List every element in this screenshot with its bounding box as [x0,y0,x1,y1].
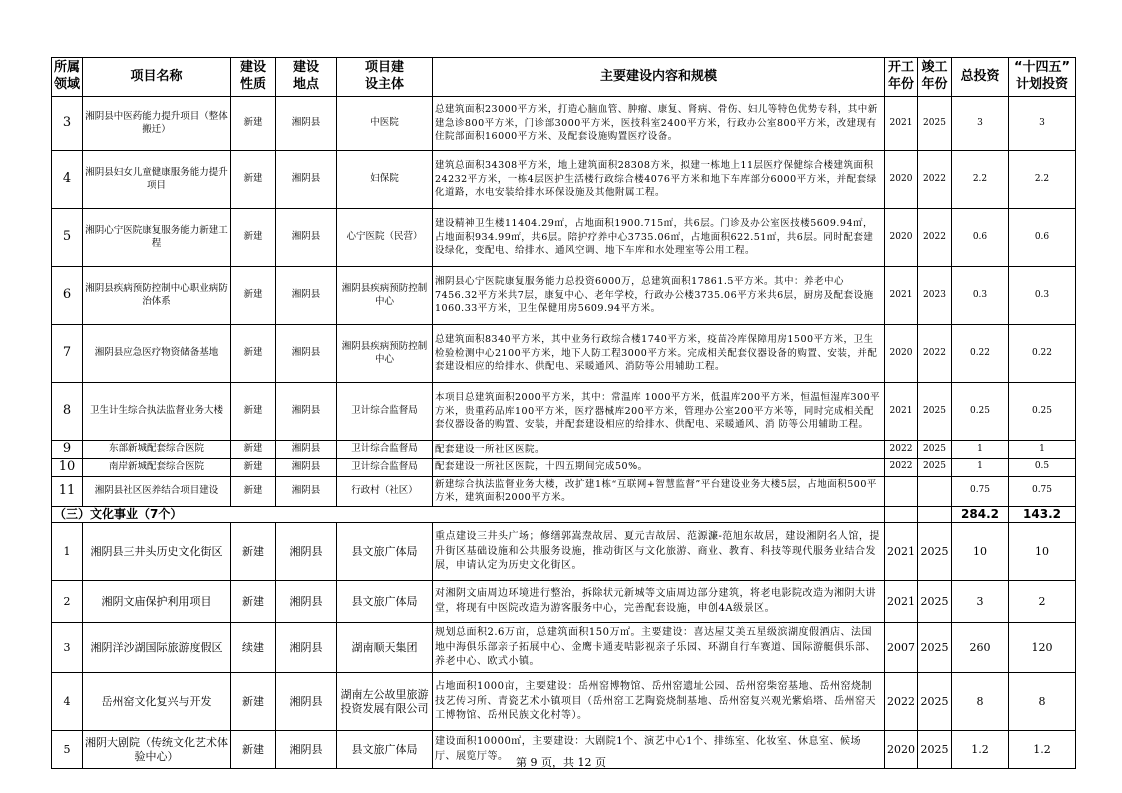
row-total: 0.75 [952,476,1009,506]
row-start: 2021 [885,523,918,581]
row-plan: 0.5 [1009,458,1076,476]
row-owner: 中医院 [337,97,433,151]
row-name: 湘阴心宁医院康复服务能力新建工程 [83,209,231,267]
row-start [885,476,918,506]
row-no: 6 [52,267,83,325]
row-end: 2025 [918,523,952,581]
row-end: 2025 [918,383,952,441]
row-total: 2.2 [952,151,1009,209]
row-owner: 心宁医院（民营） [337,209,433,267]
row-name: 南岸新城配套综合医院 [83,458,231,476]
table-row [52,458,1076,476]
row-location: 湘阴县 [276,209,337,267]
row-name: 湘阴县疾病预防控制中心职业病防治体系 [83,267,231,325]
row-content: 配套建设一所社区医院，十四五期间完成50%。 [433,458,885,476]
table-row [52,581,1076,623]
row-owner: 湘阴县疾病预防控制中心 [337,267,433,325]
row-start: 2022 [885,673,918,731]
row-no: 4 [52,673,83,731]
row-total: 3 [952,581,1009,623]
header-name: 项目名称 [83,58,231,97]
row-nature: 新建 [231,731,276,769]
row-location: 湘阴县 [276,581,337,623]
row-end: 2022 [918,325,952,383]
row-owner: 卫计综合监督局 [337,383,433,441]
row-owner: 县文旅广体局 [337,581,433,623]
row-end: 2025 [918,97,952,151]
row-end: 2025 [918,441,952,459]
row-location: 湘阴县 [276,151,337,209]
row-location: 湘阴县 [276,458,337,476]
row-start: 2007 [885,623,918,673]
header-end: 竣工 年份 [918,58,952,97]
row-content: 规划总面积2.6万亩，总建筑面积150万㎡。主要建设：喜达屋艾美五星级滨湖度假酒店、法国地中海俱乐部亲子拓展中心、金鹰卡通麦咭影视亲子乐园、环湖自行车赛道、国际游艇俱乐部、养老中心、欧式小镇。 [433,623,885,673]
row-content: 对湘阴文庙周边环境进行整治，拆除状元新城等文庙周边部分建筑，将老电影院改造为湘阴大讲堂，将现有中医院改造为游客服务中心，完善配套设施，申创4A级景区。 [433,581,885,623]
row-plan: 0.75 [1009,476,1076,506]
row-owner: 卫计综合监督局 [337,458,433,476]
row-owner: 湖南左公故里旅游投资发展有限公司 [337,673,433,731]
row-owner: 妇保院 [337,151,433,209]
row-location: 湘阴县 [276,623,337,673]
row-plan: 3 [1009,97,1076,151]
row-nature: 新建 [231,97,276,151]
row-end: 2022 [918,209,952,267]
row-content: 建设精神卫生楼11404.29㎡，占地面积1900.715㎡，共6层。门诊及办公室医技楼5609.94㎡，占地面积934.99㎡，共6层。陪护疗养中心3735.06㎡，占地面积622.51㎡，共6层。同时配套建设绿化，变配电、给排水、通风空调、地下车库和水处理室等公用工程。 [433,209,885,267]
row-plan: 0.22 [1009,325,1076,383]
table-row [52,383,1076,441]
row-start: 2021 [885,267,918,325]
row-location: 湘阴县 [276,325,337,383]
row-location: 湘阴县 [276,731,337,769]
row-plan: 1 [1009,441,1076,459]
row-owner: 县文旅广体局 [337,731,433,769]
page-footer: 第 9 页，共 12 页 [516,756,606,769]
row-total: 10 [952,523,1009,581]
row-end [918,476,952,506]
row-content: 新建综合执法监督业务大楼，改扩建1栋“互联网+智慧监督”平台建设业务大楼5层，占地面积500平方米，建筑面积2000平方米。 [433,476,885,506]
row-plan: 2.2 [1009,151,1076,209]
row-end: 2025 [918,458,952,476]
row-start: 2022 [885,458,918,476]
row-end: 2025 [918,623,952,673]
header-start: 开工 年份 [885,58,918,97]
row-end: 2023 [918,267,952,325]
header-field: 所属 领域 [52,58,83,97]
row-plan: 10 [1009,523,1076,581]
row-total: 0.3 [952,267,1009,325]
row-plan: 0.25 [1009,383,1076,441]
row-nature: 新建 [231,441,276,459]
row-location: 湘阴县 [276,267,337,325]
section-row [52,506,1076,523]
row-name: 湘阴县应急医疗物资储备基地 [83,325,231,383]
row-no: 3 [52,97,83,151]
row-nature: 新建 [231,325,276,383]
row-no: 4 [52,151,83,209]
table-row [52,623,1076,673]
section-plan: 143.2 [1009,506,1076,523]
table-row [52,673,1076,731]
row-end: 2025 [918,731,952,769]
header-plan: “十四五” 计划投资 [1009,58,1076,97]
row-nature: 新建 [231,267,276,325]
row-total: 0.6 [952,209,1009,267]
row-total: 8 [952,673,1009,731]
table-row [52,151,1076,209]
row-no: 7 [52,325,83,383]
row-start: 2021 [885,97,918,151]
row-no: 5 [52,731,83,769]
header-row [52,58,1076,97]
row-location: 湘阴县 [276,383,337,441]
row-total: 0.25 [952,383,1009,441]
row-content: 配套建设一所社区医院。 [433,441,885,459]
row-nature: 新建 [231,458,276,476]
row-start: 2020 [885,325,918,383]
row-start: 2020 [885,731,918,769]
row-name: 湘阴洋沙湖国际旅游度假区 [83,623,231,673]
row-name: 湘阴县妇女儿童健康服务能力提升项目 [83,151,231,209]
row-no: 1 [52,523,83,581]
row-no: 10 [52,458,83,476]
row-start: 2020 [885,209,918,267]
row-name: 湘阴文庙保护利用项目 [83,581,231,623]
row-total: 3 [952,97,1009,151]
table-row [52,325,1076,383]
row-name: 湘阴县中医药能力提升项目（整体搬迁） [83,97,231,151]
table-row [52,267,1076,325]
row-total: 0.22 [952,325,1009,383]
table-row [52,209,1076,267]
row-start: 2021 [885,581,918,623]
row-no: 2 [52,581,83,623]
row-no: 5 [52,209,83,267]
header-location: 建设 地点 [276,58,337,97]
row-plan: 0.3 [1009,267,1076,325]
table-row [52,523,1076,581]
header-content: 主要建设内容和规模 [433,58,885,97]
row-no: 11 [52,476,83,506]
row-end: 2022 [918,151,952,209]
row-nature: 新建 [231,476,276,506]
row-nature: 新建 [231,383,276,441]
row-content: 总建筑面积23000平方米，打造心脑血管、肿瘤、康复、肾病、骨伤、妇儿等特色优势专科，其中新建急诊800平方米，门诊部3000平方米，医技科室2400平方米，行政办公室800平方米，改建现有住院部面积16000平方米、及配套设施购置医疗设备。 [433,97,885,151]
header-nature: 建设 性质 [231,58,276,97]
section-start [885,506,918,523]
row-plan: 1.2 [1009,731,1076,769]
row-owner: 湖南顺天集团 [337,623,433,673]
row-total: 260 [952,623,1009,673]
row-start: 2022 [885,441,918,459]
row-plan: 8 [1009,673,1076,731]
section-end [918,506,952,523]
row-plan: 120 [1009,623,1076,673]
table-row [52,441,1076,459]
row-nature: 新建 [231,523,276,581]
row-end: 2025 [918,673,952,731]
row-location: 湘阴县 [276,97,337,151]
row-nature: 新建 [231,673,276,731]
row-owner: 行政村（社区） [337,476,433,506]
row-name: 东部新城配套综合医院 [83,441,231,459]
row-content: 建设面积10000㎡，主要建设：大剧院1个、演艺中心1个、排练室、化妆室、休息室、候场厅、展览厅等。 [433,731,885,769]
row-content: 湘阴县心宁医院康复服务能力总投资6000万，总建筑面积17861.5平方米。其中：养老中心7456.32平方米共7层，康复中心、老年学校，行政办公楼3735.06平方米共6层，厨房及配套设施1060.33平方米，卫生保健用房5609.94平方米。 [433,267,885,325]
project-table [51,57,1076,769]
row-start: 2020 [885,151,918,209]
row-owner: 卫计综合监督局 [337,441,433,459]
row-owner: 县文旅广体局 [337,523,433,581]
row-name: 岳州窑文化复兴与开发 [83,673,231,731]
row-owner: 湘阴县疾病预防控制中心 [337,325,433,383]
row-total: 1.2 [952,731,1009,769]
row-end: 2025 [918,581,952,623]
table-row [52,97,1076,151]
row-content: 本项目总建筑面积2000平方米，其中：常温库 1000平方米，低温库200平方米，恒温恒湿库300平方米，贵重药品库100平方米，医疗器械库200平方米，管理办公室200平方米等，同时完成相关配套仪器设备的购置、安装，并配套建设相应的给排水、供配电、采暖通风、消 防等公用辅助工程。 [433,383,885,441]
row-nature: 新建 [231,209,276,267]
table-row [52,476,1076,506]
row-name: 卫生计生综合执法监督业务大楼 [83,383,231,441]
row-total: 1 [952,441,1009,459]
row-content: 建筑总面积34308平方米，地上建筑面积28308方米，拟建一栋地上11层医疗保健综合楼建筑面积24232平方米，一栋4层医护生活楼行政综合楼4076平方米和地下车库部分6000平方米，并配套绿化道路，水电安装给排水环保设施及其他附属工程。 [433,151,885,209]
row-nature: 续建 [231,623,276,673]
row-name: 湘阴县社区医养结合项目建设 [83,476,231,506]
row-content: 总建筑面积8340平方米，其中业务行政综合楼1740平方米，疫苗冷库保障用房1500平方米，卫生检验检测中心2100平方米，地下人防工程3000平方米。完成相关配套仪器设备的购置、安装，并配套建设相应的给排水、供配电、采暖通风、消防等公用辅助工程。 [433,325,885,383]
row-plan: 2 [1009,581,1076,623]
header-owner: 项目建 设主体 [337,58,433,97]
row-location: 湘阴县 [276,523,337,581]
row-plan: 0.6 [1009,209,1076,267]
row-name: 湘阴县三井头历史文化街区 [83,523,231,581]
row-nature: 新建 [231,581,276,623]
row-no: 8 [52,383,83,441]
header-total: 总投资 [952,58,1009,97]
row-location: 湘阴县 [276,673,337,731]
row-start: 2021 [885,383,918,441]
row-total: 1 [952,458,1009,476]
row-location: 湘阴县 [276,476,337,506]
row-name: 湘阴大剧院（传统文化艺术体验中心） [83,731,231,769]
row-no: 9 [52,441,83,459]
section-total: 284.2 [952,506,1009,523]
row-no: 3 [52,623,83,673]
row-content: 占地面积1000亩，主要建设：岳州窑博物馆、岳州窑遗址公园、岳州窑柴窑基地、岳州窑烧制技艺传习所、青瓷艺术小镇项目（岳州窑工艺陶瓷烧制基地、岳州窑复兴观光紫焰塔、岳州窑天工博物馆、岳州民族文化村等）。 [433,673,885,731]
row-location: 湘阴县 [276,441,337,459]
row-nature: 新建 [231,151,276,209]
section-label: （三）文化事业（7个） [52,506,885,523]
row-content: 重点建设三井头广场；修缮郭嵩焘故居、夏元吉故居、范源濂-范旭东故居，建设湘阴名人馆，提升街区基础设施和公共服务设施，推动街区与文化旅游、商业、教育、科技等现代服务业结合发展，申请认定为历史文化街区。 [433,523,885,581]
